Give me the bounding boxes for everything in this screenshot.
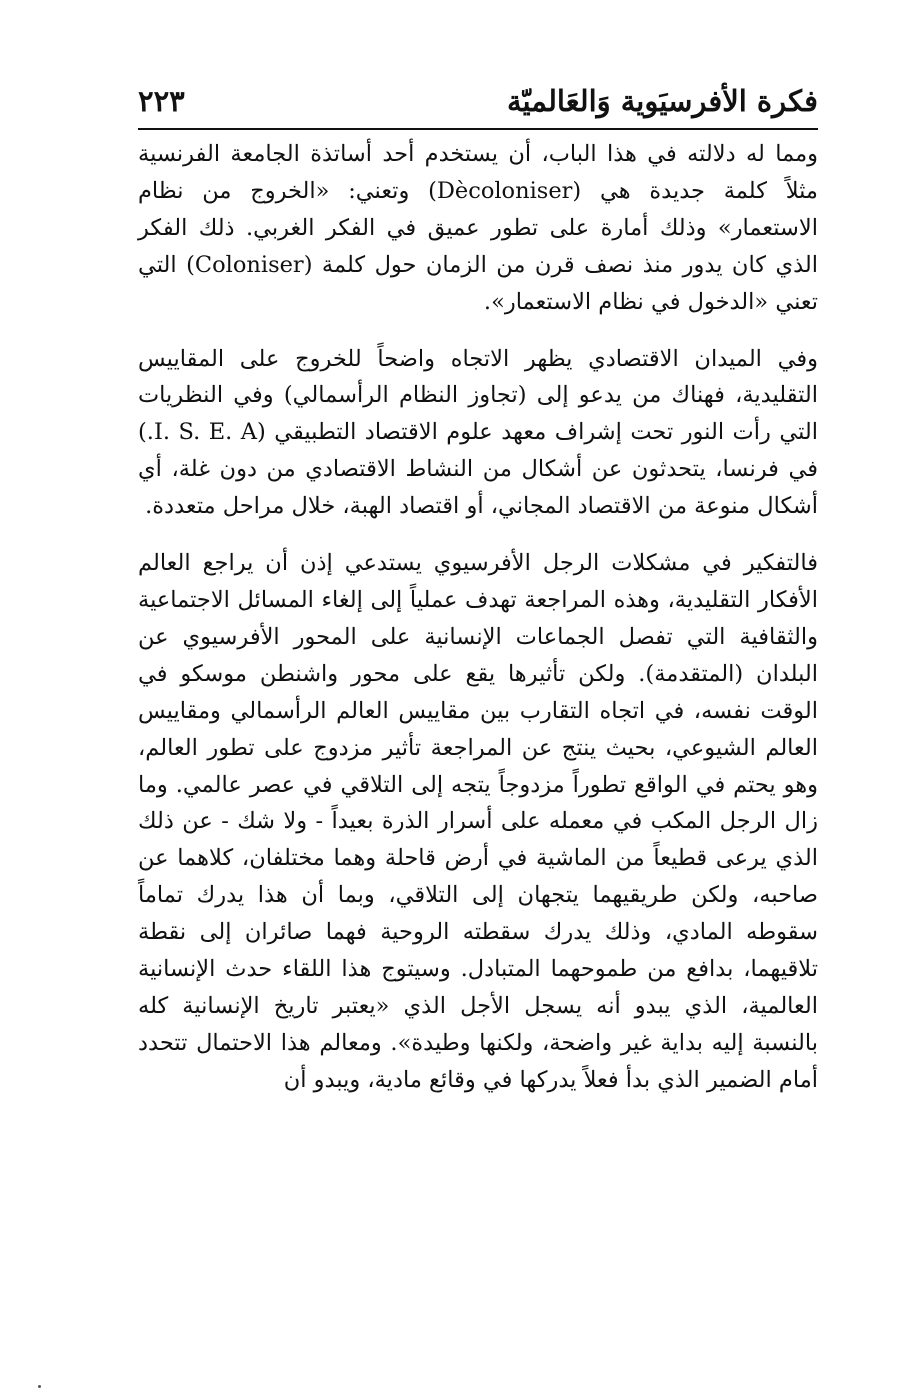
running-header bbox=[138, 78, 818, 130]
scan-speck bbox=[38, 1385, 41, 1388]
page-number: ٢٢٣ bbox=[138, 84, 185, 118]
paragraph-decolonisation: ومما له دلالته في هذا الباب، أن يستخدم أحد أساتذة الجامعة الفرنسية مثلاً كلمة جديدة هي (Dècoloniser) وتعني: «الخروج من نظام الاستعمار» وذلك أمارة على تطور عميق في الفكر الغربي. ذلك الفكر الذي كان يدور منذ نصف قرن من الزمان حول كلمة (Coloniser) التي تعني «الدخول في نظام الاستعمار». bbox=[138, 141, 818, 315]
paragraph-economic-field: وفي الميدان الاقتصادي يظهر الاتجاه واضحاً للخروج على المقاييس التقليدية، فهناك من يدعو إلى (تجاوز النظام الرأسمالي) وفي النظريات التي رأت النور تحت إشراف معهد علوم الاقتصاد التطبيقي (I. S. E. A.) في فرنسا، يتحدثون عن أشكال من النشاط الاقتصادي من دون غلة، أي أشكال منوعة من الاقتصاد المجاني، أو اقتصاد الهبة، خلال مراحل متعددة. bbox=[138, 345, 818, 520]
body-text bbox=[138, 136, 818, 1099]
paragraph-afro-asian-thinking: فالتفكير في مشكلات الرجل الأفرسيوي يستدعي إذن أن يراجع العالم الأفكار التقليدية، وهذه المراجعة تهدف عملياً إلى إلغاء المسائل الاجتماعية والثقافية التي تفصل الجماعات الإنسانية على المحور الأفرسيوي عن البلدان (المتقدمة). ولكن تأثيرها يقع على محور واشنطن موسكو في الوقت نفسه، في اتجاه التقارب بين مقاييس العالم الرأسمالي ومقاييس العالم الشيوعي، بحيث ينتج عن المراجعة تأثير مزدوج على تطور العالم، وهو يحتم في الواقع تطوراً مزدوجاً يتجه إلى التلاقي في عصر عالمي. وما زال الرجل المكب في معمله على أسرار الذرة بعيداً - ولا شك - عن ذلك الذي يرعى قطيعاً من الماشية في أرض قاحلة وهما مختلفان، كلاهما عن صاحبه، ولكن طريقيهما يتجهان إلى التلاقي، وبما أن هذا يدرك تماماً سقوطه المادي، وذلك يدرك سقطته الروحية فهما صائران إلى نقطة تلاقيهما، بدافع من طموحهما المتبادل. وسيتوج هذا اللقاء حدث الإنسانية العالمية، الذي يبدو أنه يسجل الأجل الذي «يعتبر تاريخ الإنسانية كله بالنسبة إليه بداية غير واضحة، ولكنها وطيدة». ومعالم هذا الاحتمال تتحدد أمام الضمير الذي بدأ فعلاً يدركها في وقائع مادية، ويبدو أن bbox=[138, 550, 818, 1093]
running-title: فكرة الأفرسيَوية وَالعَالميّة bbox=[507, 84, 818, 118]
